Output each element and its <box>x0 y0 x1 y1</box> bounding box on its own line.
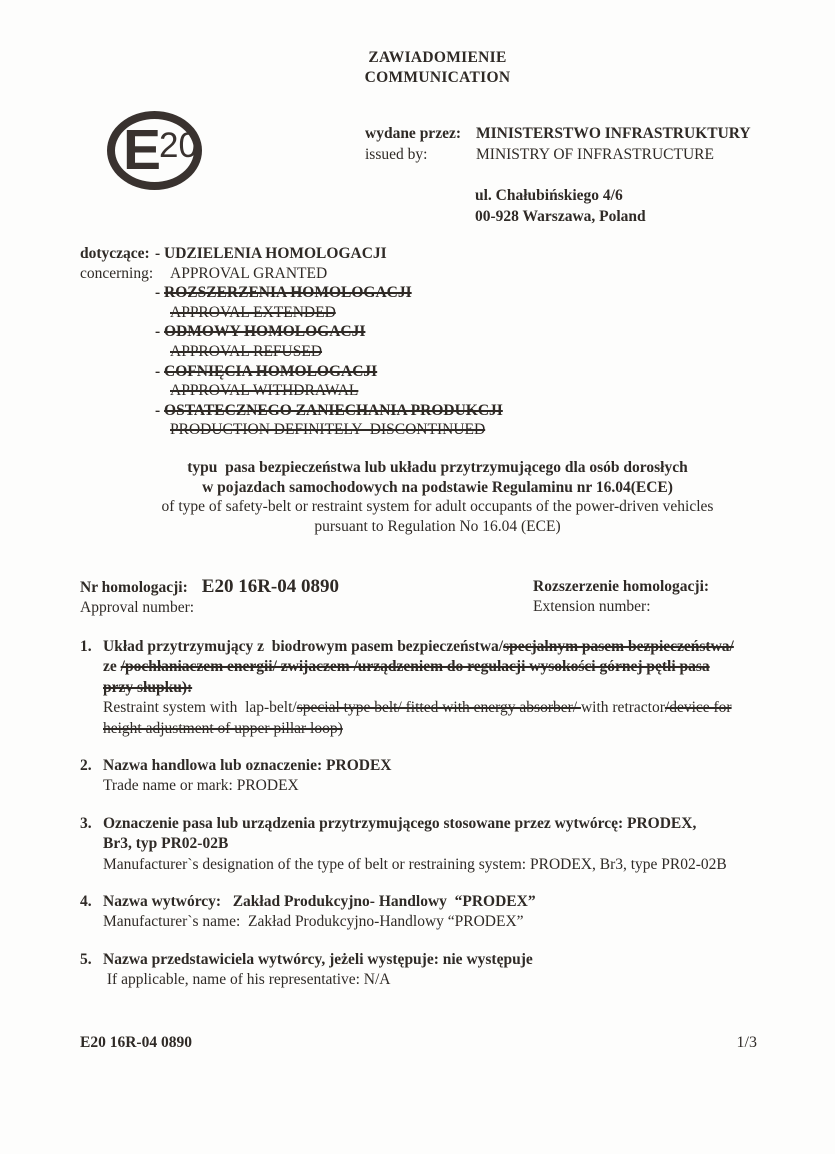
concerning-item-en: APPROVAL EXTENDED <box>170 303 336 321</box>
item-4-polish-text: Nazwa wytwórcy: Zakład Produkcyjno- Handlowy “PRODEX” <box>103 893 536 911</box>
concerning-item-pl: - ROZSZERZENIA HOMOLOGACJI <box>155 284 412 302</box>
item-2-english-text: Trade name or mark: PRODEX <box>103 777 299 795</box>
extension-number-label-en: Extension number: <box>533 598 651 615</box>
item-5-polish-text: Nazwa przedstawiciela wytwórcy, jeżeli występuje: nie występuje <box>103 950 533 968</box>
approval-number-row <box>80 577 795 618</box>
concerning-item-en: PRODUCTION DEFINITELY DISCONTINUED <box>170 421 486 439</box>
subject-paragraph <box>40 458 835 536</box>
item-1-polish-text: Układ przytrzymujący z biodrowym pasem bezpieczeństwa/specjalnym pasem bezpieczeństwa/ ze /pochłaniaczem energii/ zwijaczem /urządzeniem do regulacji wysokości górnej pętli pasa przy słupku): <box>103 638 734 696</box>
address-line-2: 00-928 Warszawa, Poland <box>475 207 646 225</box>
subject-en-line2: pursuant to Regulation No 16.04 (ECE) <box>314 517 561 535</box>
document-title <box>40 48 835 88</box>
approval-number-value: E20 16R-04 0890 <box>201 576 340 597</box>
dash: - <box>155 284 165 302</box>
page-number: 1/3 <box>736 1034 757 1051</box>
e20-approval-mark <box>107 111 202 190</box>
title-english: COMMUNICATION <box>364 69 511 86</box>
numbered-items-list <box>80 637 785 1008</box>
dash: - <box>155 362 165 380</box>
e-mark-letter: E <box>123 118 162 182</box>
item-1-english-text: Restraint system with lap-belt/special type belt/ fitted with energy absorber/ with retractor/device for height adjustment of upper pillar loop) <box>103 699 732 737</box>
item-1-restraint-system: 1. Układ przytrzymujący z biodrowym pasem bezpieczeństwa/specjalnym pasem bezpieczeństwa/ ze /pochłaniaczem energii/ zwijaczem /urządzeniem do regulacji wysokości górnej pętli pasa przy słupku): Restraint system with lap-belt/special type belt/ fitted with energy absorber/ with retractor/device for height adjustment of upper pillar loop) <box>80 637 785 739</box>
concerning-item-pl: - ODMOWY HOMOLOGACJI <box>155 323 366 341</box>
subject-en-line1: of type of safety-belt or restraint system for adult occupants of the power-driven vehicles <box>161 498 714 516</box>
item-2-polish-text: Nazwa handlowa lub oznaczenie: PRODEX <box>103 757 392 775</box>
concerning-item-pl: - COFNIĘCIA HOMOLOGACJI <box>155 362 378 380</box>
issuer-name-en: MINISTRY OF INFRASTRUCTURE <box>476 145 714 163</box>
concerning-item-en: APPROVAL WITHDRAWAL <box>170 382 359 400</box>
issuer-name-pl: MINISTERSTWO INFRASTRUKTURY <box>476 125 751 142</box>
subject-pl-line2: w pojazdach samochodowych na podstawie Regulaminu nr 16.04(ECE) <box>202 478 673 496</box>
item-3-english-text: Manufacturer`s designation of the type of belt or restraining system: PRODEX, Br3, type PR02-02B <box>103 855 727 873</box>
issuer-block <box>365 124 751 165</box>
page-footer <box>80 1034 757 1052</box>
item-5-representative: 5. Nazwa przedstawiciela wytwórcy, jeżeli występuje: nie występuje If applicable, name of his representative: N/A <box>80 950 785 991</box>
dash: - <box>155 323 165 341</box>
dash: - <box>155 401 165 419</box>
issued-by-label-en: issued by: <box>365 145 428 163</box>
dash: - <box>155 245 165 262</box>
item-2-trade-name: 2. Nazwa handlowa lub oznaczenie: PRODEX Trade name or mark: PRODEX <box>80 756 785 797</box>
concerning-item-en: APPROVAL REFUSED <box>170 342 323 360</box>
address-line-1: ul. Chałubińskiego 4/6 <box>475 187 623 204</box>
footer-approval-number: E20 16R-04 0890 <box>80 1034 192 1051</box>
issuer-address <box>475 186 646 227</box>
extension-number-block <box>533 577 709 617</box>
concerning-item-pl: - OSTATECZNEGO ZANIECHANIA PRODUKCJI <box>155 401 503 419</box>
subject-pl-line1: typu pasa bezpieczeństwa lub układu przytrzymującego dla osób dorosłych <box>187 459 688 476</box>
item-5-english-text: If applicable, name of his representative: N/A <box>103 971 391 989</box>
title-polish: ZAWIADOMIENIE <box>368 49 507 66</box>
concerning-item-en: concerning: APPROVAL GRANTED <box>80 264 328 282</box>
concerning-section <box>80 244 503 440</box>
approval-number-label-en: Approval number: <box>80 599 195 616</box>
item-3-designation: 3. Oznaczenie pasa lub urządzenia przytrzymującego stosowane przez wytwórcę: PRODEX, Br3, typ PR02-02B Manufacturer`s designation of the type of belt or restraining system: PRODEX, Br3, type PR02-02B <box>80 814 785 875</box>
item-4-english-text: Manufacturer`s name: Zakład Produkcyjno-Handlowy “PRODEX” <box>103 913 524 931</box>
item-3-polish-text: Oznaczenie pasa lub urządzenia przytrzymującego stosowane przez wytwórcę: PRODEX, Br3, typ PR02-02B <box>103 814 697 853</box>
approval-number-label-pl: Nr homologacji: <box>80 579 188 596</box>
e-mark-number: 20 <box>159 126 198 165</box>
extension-number-label-pl: Rozszerzenie homologacji: <box>533 578 710 595</box>
item-4-manufacturer-name: 4. Nazwa wytwórcy: Zakład Produkcyjno- Handlowy “PRODEX” Manufacturer`s name: Zakład Produkcyjno-Handlowy “PRODEX” <box>80 892 785 933</box>
issued-by-label-pl: wydane przez: <box>365 125 461 142</box>
concerning-item-pl: dotyczące: - UDZIELENIA HOMOLOGACJI <box>80 245 387 262</box>
